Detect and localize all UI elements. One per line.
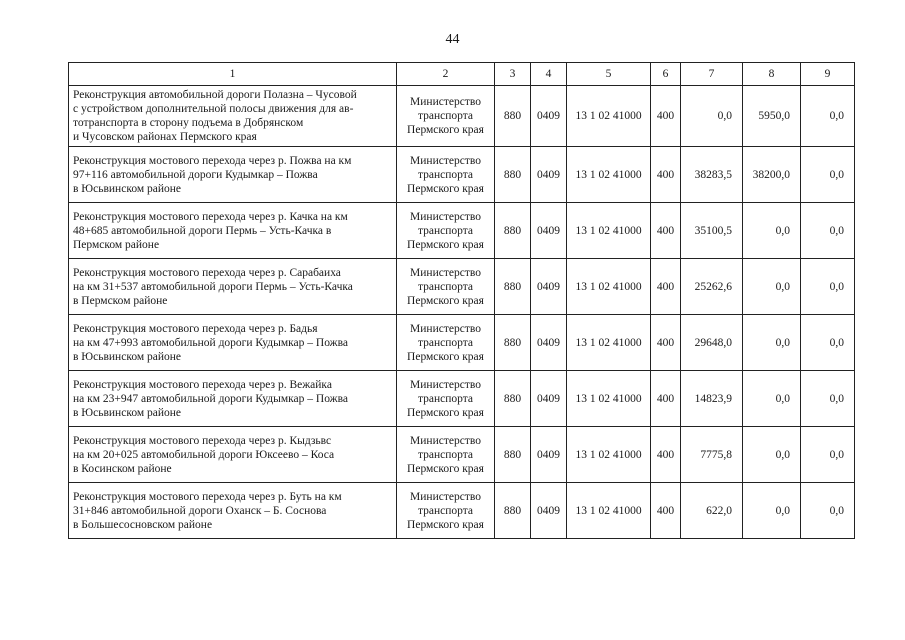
section-code-cell: 0409: [531, 259, 567, 315]
amount-cell: 0,0: [743, 427, 801, 483]
project-name-line: в Косинском районе: [73, 462, 172, 475]
amount-cell: 0,0: [743, 259, 801, 315]
project-name-cell: [69, 259, 397, 315]
table-body: [69, 86, 855, 539]
table-row: [69, 371, 855, 427]
header-cell: 8: [743, 63, 801, 86]
expense-type-cell: 400: [651, 427, 681, 483]
administrator-line: Пермского края: [407, 518, 484, 531]
table-row: [69, 259, 855, 315]
administrator-line: транспорта: [417, 448, 474, 461]
amount-cell: 0,0: [801, 147, 855, 203]
administrator-line: Пермского края: [407, 182, 484, 195]
expense-type-cell: 400: [651, 259, 681, 315]
section-code-cell: 0409: [531, 86, 567, 147]
ministry-code-cell: 880: [495, 259, 531, 315]
expense-type-cell: 400: [651, 315, 681, 371]
project-name-line: тотранспорта в сторону подъема в Добрянском: [73, 117, 304, 129]
project-name-line: Пермском районе: [73, 238, 160, 251]
target-article-cell: 13 1 02 41000: [567, 427, 651, 483]
amount-cell: 38283,5: [681, 147, 743, 203]
project-name-line: в Пермском районе: [73, 294, 168, 307]
administrator-cell: [397, 86, 495, 147]
amount-cell: 0,0: [801, 371, 855, 427]
administrator-line: Пермского края: [407, 350, 484, 363]
administrator-line: Пермского края: [407, 294, 484, 307]
amount-cell: 35100,5: [681, 203, 743, 259]
section-code-cell: 0409: [531, 315, 567, 371]
header-cell: 1: [69, 63, 397, 86]
administrator-line: Министерство: [410, 266, 481, 279]
table-row: [69, 86, 855, 147]
administrator-line: Пермского края: [407, 462, 484, 475]
target-article-cell: 13 1 02 41000: [567, 315, 651, 371]
target-article-cell: 13 1 02 41000: [567, 203, 651, 259]
amount-cell: 0,0: [801, 315, 855, 371]
header-cell: 4: [531, 63, 567, 86]
administrator-line: Пермского края: [407, 124, 484, 136]
project-name-cell: [69, 371, 397, 427]
target-article-cell: 13 1 02 41000: [567, 147, 651, 203]
administrator-line: Министерство: [410, 378, 481, 391]
amount-cell: 0,0: [743, 371, 801, 427]
administrator-cell: [397, 371, 495, 427]
project-name-line: Реконструкция мостового перехода через р. Качка на км: [73, 210, 348, 223]
amount-cell: 29648,0: [681, 315, 743, 371]
administrator-line: Министерство: [410, 154, 481, 167]
project-name-line: 31+846 автомобильной дороги Оханск – Б. Соснова: [73, 504, 327, 517]
section-code-cell: 0409: [531, 147, 567, 203]
administrator-line: транспорта: [417, 224, 474, 237]
project-name-line: на км 23+947 автомобильной дороги Кудымкар – Пожва: [73, 392, 348, 405]
project-name-line: на км 31+537 автомобильной дороги Пермь – Усть-Качка: [73, 280, 353, 293]
project-name-line: в Юсьвинском районе: [73, 350, 182, 363]
administrator-cell: [397, 259, 495, 315]
amount-cell: 0,0: [801, 203, 855, 259]
administrator-line: Министерство: [410, 322, 481, 335]
amount-cell: 38200,0: [743, 147, 801, 203]
project-name-line: Реконструкция мостового перехода через р. Буть на км: [73, 490, 342, 503]
expense-type-cell: 400: [651, 371, 681, 427]
target-article-cell: 13 1 02 41000: [567, 483, 651, 539]
administrator-line: Пермского края: [407, 406, 484, 419]
expense-type-cell: 400: [651, 86, 681, 147]
project-name-line: Реконструкция мостового перехода через р. Бадья: [73, 322, 318, 335]
expense-type-cell: 400: [651, 147, 681, 203]
administrator-cell: [397, 427, 495, 483]
project-name-line: 97+116 автомобильной дороги Кудымкар – Пожва: [73, 168, 318, 181]
target-article-cell: 13 1 02 41000: [567, 371, 651, 427]
amount-cell: 0,0: [801, 427, 855, 483]
project-name-cell: [69, 483, 397, 539]
amount-cell: 14823,9: [681, 371, 743, 427]
project-name-line: Реконструкция мостового перехода через р. Пожва на км: [73, 154, 352, 167]
project-name-line: и Чусовском районах Пермского края: [73, 131, 257, 143]
administrator-line: транспорта: [417, 504, 474, 517]
project-name-line: Реконструкция автомобильной дороги Полазна – Чусовой: [73, 89, 357, 101]
project-name-cell: [69, 147, 397, 203]
amount-cell: 0,0: [801, 259, 855, 315]
project-name-line: Реконструкция мостового перехода через р. Кыдзьвс: [73, 434, 332, 447]
amount-cell: 7775,8: [681, 427, 743, 483]
administrator-line: транспорта: [417, 110, 474, 122]
project-name-line: в Юсьвинском районе: [73, 182, 182, 195]
project-name-cell: [69, 427, 397, 483]
administrator-cell: [397, 483, 495, 539]
table-row: [69, 427, 855, 483]
header-cell: 2: [397, 63, 495, 86]
section-code-cell: 0409: [531, 371, 567, 427]
ministry-code-cell: 880: [495, 427, 531, 483]
amount-cell: 622,0: [681, 483, 743, 539]
project-name-line: Реконструкция мостового перехода через р. Вежайка: [73, 378, 332, 391]
administrator-line: Министерство: [410, 434, 481, 447]
project-name-line: в Большесосновском районе: [73, 518, 213, 531]
project-name-cell: [69, 315, 397, 371]
page-number: 44: [445, 32, 460, 47]
ministry-code-cell: 880: [495, 147, 531, 203]
table-row: [69, 203, 855, 259]
administrator-line: транспорта: [417, 280, 474, 293]
table-row: [69, 147, 855, 203]
administrator-line: транспорта: [417, 168, 474, 181]
administrator-line: Министерство: [410, 490, 481, 503]
ministry-code-cell: 880: [495, 86, 531, 147]
ministry-code-cell: 880: [495, 203, 531, 259]
administrator-cell: [397, 147, 495, 203]
amount-cell: 0,0: [743, 203, 801, 259]
project-name-line: на км 47+993 автомобильной дороги Кудымкар – Пожва: [73, 336, 348, 349]
expense-type-cell: 400: [651, 483, 681, 539]
administrator-line: Министерство: [410, 96, 481, 108]
amount-cell: 25262,6: [681, 259, 743, 315]
header-cell: 9: [801, 63, 855, 86]
header-cell: 7: [681, 63, 743, 86]
header-cell: 5: [567, 63, 651, 86]
administrator-line: Пермского края: [407, 238, 484, 251]
ministry-code-cell: 880: [495, 315, 531, 371]
administrator-cell: [397, 315, 495, 371]
target-article-cell: 13 1 02 41000: [567, 86, 651, 147]
project-name-line: 48+685 автомобильной дороги Пермь – Усть-Качка в: [73, 224, 332, 237]
ministry-code-cell: 880: [495, 483, 531, 539]
amount-cell: 0,0: [801, 86, 855, 147]
project-name-line: на км 20+025 автомобильной дороги Юксеево – Коса: [73, 448, 335, 461]
amount-cell: 0,0: [743, 483, 801, 539]
section-code-cell: 0409: [531, 203, 567, 259]
amount-cell: 5950,0: [743, 86, 801, 147]
header-cell: 3: [495, 63, 531, 86]
target-article-cell: 13 1 02 41000: [567, 259, 651, 315]
header-cell: 6: [651, 63, 681, 86]
amount-cell: 0,0: [681, 86, 743, 147]
project-name-cell: [69, 203, 397, 259]
project-name-line: с устройством дополнительной полосы движения для ав-: [73, 103, 354, 115]
section-code-cell: 0409: [531, 483, 567, 539]
administrator-line: транспорта: [417, 336, 474, 349]
ministry-code-cell: 880: [495, 371, 531, 427]
table-row: [69, 315, 855, 371]
expense-type-cell: 400: [651, 203, 681, 259]
project-name-cell: [69, 86, 397, 147]
section-code-cell: 0409: [531, 427, 567, 483]
project-name-line: в Юсьвинском районе: [73, 406, 182, 419]
administrator-line: транспорта: [417, 392, 474, 405]
amount-cell: 0,0: [801, 483, 855, 539]
table-row: [69, 483, 855, 539]
amount-cell: 0,0: [743, 315, 801, 371]
budget-table: [68, 62, 855, 539]
project-name-line: Реконструкция мостового перехода через р. Сарабаиха: [73, 266, 341, 279]
header-row: [69, 63, 855, 86]
administrator-line: Министерство: [410, 210, 481, 223]
administrator-cell: [397, 203, 495, 259]
